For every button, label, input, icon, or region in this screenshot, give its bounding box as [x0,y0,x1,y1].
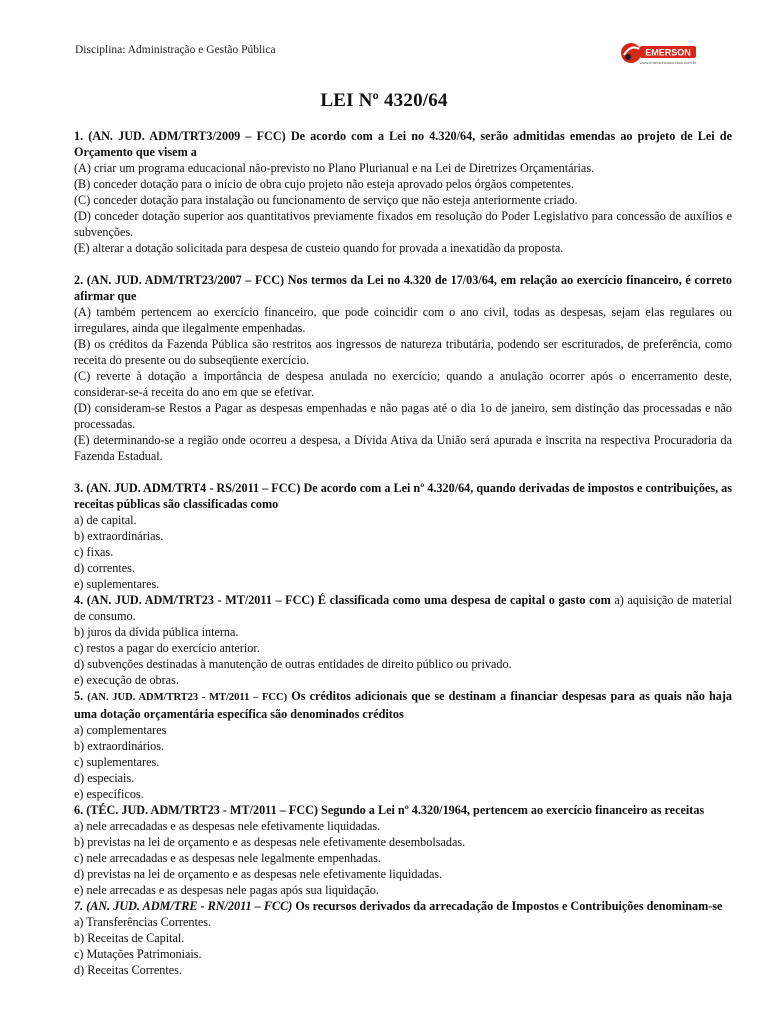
question-stem [74,480,732,512]
question-4 [74,592,732,688]
option-e: e) nele arrecadas e as despesas nele pagas após sua liquidação. [74,883,379,897]
option-d: d) especiais. [74,771,135,785]
option-c: c) restos a pagar do exercício anterior. [74,641,260,655]
question-source: 3. (AN. JUD. ADM/TRT4 - RS/2011 – FCC) [74,481,301,495]
option-b: (B) conceder dotação para o início de obra cujo projeto não esteja aprovado pelos órgãos competentes. [74,177,574,191]
question-source: (AN. JUD. ADM/TRT23 - MT/2011 – FCC) [87,692,288,703]
option-c: (C) reverte à dotação a importância de despesa anulada no exercício; quando a anulação ocorrer após o encerramento deste, considerar-se-á receita do ano em que se efetivar. [74,369,732,399]
question-text: De acordo com a Lei no 4.320/64, serão admitidas emendas ao projeto de Lei de Orçamento que visem a [74,129,732,159]
question-source: 1. (AN. JUD. ADM/TRT3/2009 – FCC) [74,129,286,143]
option-d: (D) consideram-se Restos a Pagar as despesas empenhadas e não pagas até o dia 1o de janeiro, sem distinção das processadas e não processadas. [74,401,732,431]
option-a: (A) também pertencem ao exercício financeiro, que pode coincidir com o ano civil, todas as despesas, sejam elas regulares ou irregulares, ainda que ilegalmente empenhadas. [74,305,732,335]
option-d: (D) conceder dotação superior aos quantitativos previamente fixados em resolução do Poder Legislativo para concessão de auxílios e subvenções. [74,209,732,239]
discipline-header: Disciplina: Administração e Gestão Pública [75,44,276,56]
question-stem [74,802,732,818]
option-e: (E) determinando-se a região onde ocorreu a despesa, a Dívida Ativa da União será apurada e inscrita na respectiva Procuradoria da Fazenda Estadual. [74,433,732,463]
question-source: 2. (AN. JUD. ADM/TRT23/2007 – FCC) [74,273,285,287]
option-e: e) específicos. [74,787,144,801]
question-source: 4. (AN. JUD. ADM/TRT23 - MT/2011 – FCC) [74,593,315,607]
question-text: Os créditos adicionais que se destinam a financiar despesas para as quais não haja uma dotação orçamentária específica são denominados créditos [74,689,733,721]
option-b: b) juros da dívida pública interna. [74,625,239,639]
question-source: 7. (AN. JUD. ADM/TRE - RN/2011 – FCC) [74,899,293,913]
question-stem [74,272,732,304]
question-stem [74,592,732,624]
option-b: b) previstas na lei de orçamento e as despesas nele efetivamente desembolsadas. [74,835,466,849]
option-b: (B) os créditos da Fazenda Pública são restritos aos ingressos de natureza tributária, podendo ser escriturados, de preferência, como receita do presente ou do subseqüente exercício. [74,337,732,367]
option-a: a) Transferências Correntes. [74,915,212,929]
option-d: d) previstas na lei de orçamento e as despesas nele efetivamente liquidadas. [74,867,443,881]
option-b: b) Receitas de Capital. [74,931,185,945]
option-e: e) execução de obras. [74,673,179,687]
option-e: (E) alterar a dotação solicitada para despesa de custeio quando for provada a inexatidão da proposta. [74,241,564,255]
option-c: (C) conceder dotação para instalação ou funcionamento de serviço que não esteja anteriormente criado. [74,193,578,207]
question-6 [74,802,732,898]
option-d: d) subvenções destinadas à manutenção de outras entidades de direito público ou privado. [74,657,512,671]
option-b: b) extraordinárias. [74,529,164,543]
logo-icon [620,40,700,66]
question-1 [74,128,732,256]
question-2 [74,272,732,464]
option-a: a) aquisição de material de consumo. [74,593,733,623]
option-a: (A) criar um programa educacional não-previsto no Plano Plurianual e na Lei de Diretrizes Orçamentárias. [74,161,595,175]
logo-subtext: www.emersonconcursos.com.br [639,60,697,65]
option-d: d) correntes. [74,561,135,575]
option-a: a) de capital. [74,513,137,527]
question-text: É classificada como uma despesa de capital o gasto com [317,593,611,607]
option-a: a) complementares [74,723,167,737]
question-source: 6. (TÉC. JUD. ADM/TRT23 - MT/2011 – FCC) [74,803,318,817]
question-list [74,128,732,978]
option-c: c) suplementares. [74,755,160,769]
option-e: e) suplementares. [74,577,160,591]
question-text: Segundo a Lei nº 4.320/1964, pertencem ao exercício financeiro as receitas [321,803,705,817]
question-3 [74,480,732,592]
option-a: a) nele arrecadadas e as despesas nele efetivamente liquidadas. [74,819,381,833]
option-c: c) nele arrecadadas e as despesas nele legalmente empenhadas. [74,851,381,865]
page-title: LEI Nº 4320/64 [320,90,448,111]
question-text: Nos termos da Lei no 4.320 de 17/03/64, em relação ao exercício financeiro, é correto afirmar que [74,273,732,303]
question-stem [74,688,732,722]
question-5 [74,688,732,802]
question-7 [74,898,732,978]
option-c: c) Mutações Patrimoniais. [74,947,202,961]
question-number: 5. [74,689,84,703]
question-stem [74,898,732,914]
question-text: Os recursos derivados da arrecadação de Impostos e Contribuições denominam-se [295,899,723,913]
question-stem [74,128,732,160]
option-c: c) fixas. [74,545,114,559]
option-b: b) extraordinários. [74,739,165,753]
question-text: De acordo com a Lei nº 4.320/64, quando derivadas de impostos e contribuições, as receitas públicas são classificadas como [74,481,732,511]
emerson-logo [620,40,700,66]
logo-text: EMERSON [645,47,691,58]
option-d: d) Receitas Correntes. [74,963,182,977]
